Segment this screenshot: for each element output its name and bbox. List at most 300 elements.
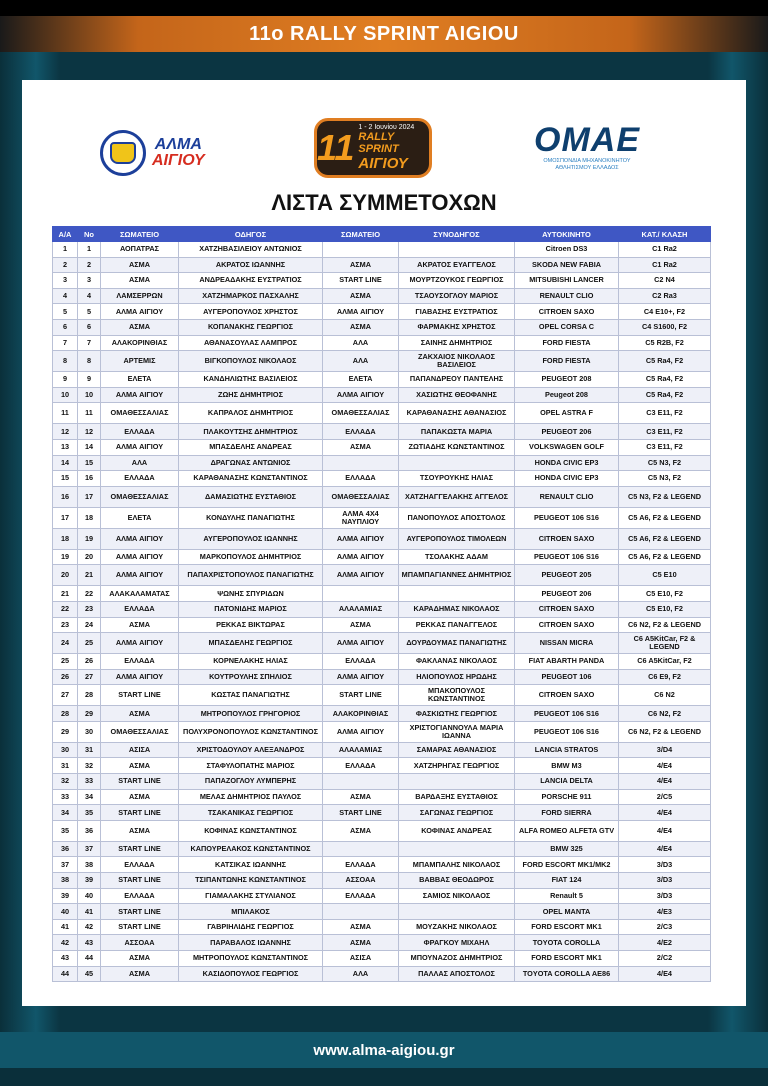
table-cell: FORD ESCORT MK1/MK2 <box>515 857 619 873</box>
table-cell: ΑΣΜΑ <box>101 706 179 722</box>
table-row <box>53 319 711 335</box>
table-cell: 4/E2 <box>619 935 711 951</box>
table-cell: ΜΠΑΣΔΕΛΗΣ ΓΕΩΡΓΙΟΣ <box>179 633 323 654</box>
table-cell: C6 N2 <box>619 685 711 706</box>
table-cell: ΠΟΛΥΧΡΟΝΟΠΟΥΛΟΣ ΚΩΝΣΤΑΝΤΙΝΟΣ <box>179 721 323 742</box>
table-cell: 14 <box>78 439 101 455</box>
table-row <box>53 654 711 670</box>
table-cell: ΕΛΛΑΔΑ <box>101 888 179 904</box>
table-cell: 5 <box>53 304 78 320</box>
table-cell: 34 <box>78 789 101 805</box>
table-cell: START LINE <box>323 273 399 289</box>
table-cell: 18 <box>53 528 78 549</box>
table-cell: ΚΟΡΝΕΛΑΚΗΣ ΗΛΙΑΣ <box>179 654 323 670</box>
table-cell: ΓΙΑΒΑΣΗΣ ΕΥΣΤΡΑΤΙΟΣ <box>399 304 515 320</box>
table-cell: ΕΛΛΑΔΑ <box>323 888 399 904</box>
table-row <box>53 455 711 471</box>
table-cell: ΜΠΑΚΟΠΟΥΛΟΣ ΚΩΝΣΤΑΝΤΙΝΟΣ <box>399 685 515 706</box>
table-cell: ΔΑΜΑΣΙΩΤΗΣ ΕΥΣΤΑΘΙΟΣ <box>179 486 323 507</box>
table-cell: CITROEN SAXO <box>515 617 619 633</box>
table-cell: 2/C5 <box>619 789 711 805</box>
table-cell: ΑΣΙΣΑ <box>101 742 179 758</box>
table-cell: ΡΕΚΚΑΣ ΒΙΚΤΩΡΑΣ <box>179 617 323 633</box>
table-cell: 38 <box>53 873 78 889</box>
table-cell: C5 A6, F2 & LEGEND <box>619 528 711 549</box>
table-row <box>53 706 711 722</box>
table-cell: 40 <box>53 904 78 920</box>
table-cell: ΧΡΙΣΤΟΓΙΑΝΝΟΥΛΑ ΜΑΡΙΑ ΙΩΑΝΝΑ <box>399 721 515 742</box>
table-cell: 4 <box>53 288 78 304</box>
table-cell: C6 E9, F2 <box>619 669 711 685</box>
table-cell: ΛΑΜΣΕΡΡΩΝ <box>101 288 179 304</box>
table-row <box>53 904 711 920</box>
table-cell: NISSAN MICRA <box>515 633 619 654</box>
table-cell: Renault 5 <box>515 888 619 904</box>
table-cell: ΠΑΝΟΠΟΥΛΟΣ ΑΠΟΣΤΟΛΟΣ <box>399 507 515 528</box>
table-cell: ΜΟΥΡΤΖΟΥΚΟΣ ΓΕΩΡΓΙΟΣ <box>399 273 515 289</box>
table-cell: 12 <box>53 424 78 440</box>
table-cell: 21 <box>78 565 101 586</box>
rally-number: 11 <box>317 127 355 168</box>
table-cell: ΑΛΑΛΑΜΙΑΣ <box>323 742 399 758</box>
table-cell: TOYOTA COROLLA AE86 <box>515 966 619 982</box>
table-cell: 18 <box>78 507 101 528</box>
table-cell: ΤΣΟΛΑΚΗΣ ΑΔΑΜ <box>399 549 515 565</box>
table-cell: C4 E10+, F2 <box>619 304 711 320</box>
table-cell: ΠΑΤΟΝΙΔΗΣ ΜΑΡΙΟΣ <box>179 601 323 617</box>
table-cell: 22 <box>78 586 101 602</box>
table-cell: ΦΑΡΜΑΚΗΣ ΧΡΗΣΤΟΣ <box>399 319 515 335</box>
table-cell: 37 <box>78 841 101 857</box>
table-cell: 41 <box>53 919 78 935</box>
omae-subtitle: ΟΜΟΣΠΟΝΔΙΑ ΜΗΧΑΝΟΚΙΝΗΤΟΥ ΑΘΛΗΤΙΣΜΟΥ ΕΛΛΑΔΟΣ <box>543 158 631 171</box>
table-cell: PORSCHE 911 <box>515 789 619 805</box>
table-cell: ΤΣΑΟΥΣΟΓΛΟΥ ΜΑΡΙΟΣ <box>399 288 515 304</box>
table-cell: 11 <box>53 403 78 424</box>
table-cell: 2/C2 <box>619 951 711 967</box>
table-cell: ΑΣΜΑ <box>101 758 179 774</box>
table-row <box>53 565 711 586</box>
table-cell: ΓΙΑΜΑΛΑΚΗΣ ΣΤΥΛΙΑΝΟΣ <box>179 888 323 904</box>
table-cell: 44 <box>53 966 78 982</box>
table-cell: 17 <box>78 486 101 507</box>
table-cell: ΧΡΙΣΤΟΔΟΥΛΟΥ ΑΛΕΞΑΝΔΡΟΣ <box>179 742 323 758</box>
column-header: ΣΩΜΑΤΕΙΟ <box>101 227 179 242</box>
table-cell: 32 <box>53 774 78 790</box>
table-cell: 34 <box>53 805 78 821</box>
table-cell: ΧΑΤΖΗΑΓΓΕΛΑΚΗΣ ΑΓΓΕΛΟΣ <box>399 486 515 507</box>
table-cell: ΑΣΜΑ <box>101 617 179 633</box>
table-row <box>53 966 711 982</box>
column-header: Α/Α <box>53 227 78 242</box>
table-cell: ΕΛΛΑΔΑ <box>323 857 399 873</box>
table-cell: ΓΑΒΡΙΗΛΙΔΗΣ ΓΕΩΡΓΙΟΣ <box>179 919 323 935</box>
table-cell: 41 <box>78 904 101 920</box>
table-cell <box>399 242 515 258</box>
table-cell: ΟΜΑΘΕΣΣΑΛΙΑΣ <box>323 486 399 507</box>
column-header: ΚΑΤ./ ΚΛΑΣΗ <box>619 227 711 242</box>
table-cell: ΣΑΜΙΟΣ ΝΙΚΟΛΑΟΣ <box>399 888 515 904</box>
table-cell: LANCIA DELTA <box>515 774 619 790</box>
table-row <box>53 273 711 289</box>
table-cell: C6 N2, F2 & LEGEND <box>619 617 711 633</box>
table-cell: OPEL ASTRA F <box>515 403 619 424</box>
table-cell: C6 A5KitCar, F2 <box>619 654 711 670</box>
table-cell: C6 N2, F2 <box>619 706 711 722</box>
table-cell: PEUGEOT 106 S16 <box>515 706 619 722</box>
alma-aigiou-logo <box>100 128 240 178</box>
table-cell: START LINE <box>101 841 179 857</box>
table-cell: 28 <box>53 706 78 722</box>
table-cell: ΑΣΜΑ <box>323 919 399 935</box>
table-cell: PEUGEOT 106 <box>515 669 619 685</box>
alma-logo-line2: ΑΙΓΙΟΥ <box>152 152 205 169</box>
table-cell: 43 <box>78 935 101 951</box>
table-cell: ΑΛΑ <box>101 455 179 471</box>
table-cell: 2 <box>53 257 78 273</box>
table-cell <box>323 242 399 258</box>
table-cell: ΕΛΛΑΔΑ <box>101 654 179 670</box>
table-cell: 31 <box>53 758 78 774</box>
table-cell: 7 <box>78 335 101 351</box>
table-cell: 40 <box>78 888 101 904</box>
table-cell: 6 <box>53 319 78 335</box>
table-cell: ΑΣΜΑ <box>323 617 399 633</box>
table-cell: ΕΛΛΑΔΑ <box>323 654 399 670</box>
table-cell: 20 <box>78 549 101 565</box>
table-cell: FIAT 124 <box>515 873 619 889</box>
table-row <box>53 351 711 372</box>
table-cell: 8 <box>78 351 101 372</box>
table-cell: ΗΛΙΟΠΟΥΛΟΣ ΗΡΩΔΗΣ <box>399 669 515 685</box>
table-row <box>53 685 711 706</box>
table-cell: ΒΙΓΚΟΠΟΥΛΟΣ ΝΙΚΟΛΑΟΣ <box>179 351 323 372</box>
table-cell: 24 <box>78 617 101 633</box>
table-row <box>53 335 711 351</box>
table-cell: 37 <box>53 857 78 873</box>
table-cell: ΖΩΤΙΑΔΗΣ ΚΩΝΣΤΑΝΤΙΝΟΣ <box>399 439 515 455</box>
table-cell: C5 E10, F2 <box>619 586 711 602</box>
table-row <box>53 257 711 273</box>
table-row <box>53 439 711 455</box>
omae-word: OMAE <box>534 121 640 159</box>
table-cell: ΠΑΡΑΒΑΛΟΣ ΙΩΑΝΝΗΣ <box>179 935 323 951</box>
rally-line2: ΑΙΓΙΟΥ <box>358 155 408 172</box>
table-cell: ΑΣΜΑ <box>323 319 399 335</box>
table-cell: ΚΑΡΑΘΑΝΑΣΗΣ ΑΘΑΝΑΣΙΟΣ <box>399 403 515 424</box>
table-cell: ΟΜΑΘΕΣΣΑΛΙΑΣ <box>323 403 399 424</box>
table-cell: ΑΛΜΑ ΑΙΓΙΟΥ <box>323 565 399 586</box>
table-row <box>53 424 711 440</box>
table-cell: CITROEN SAXO <box>515 685 619 706</box>
table-cell: ΚΑΝΔΗΛΙΩΤΗΣ ΒΑΣΙΛΕΙΟΣ <box>179 372 323 388</box>
bottom-strip <box>0 1068 768 1086</box>
table-cell: ΑΛΜΑ ΑΙΓΙΟΥ <box>101 549 179 565</box>
table-cell: BMW M3 <box>515 758 619 774</box>
table-cell: 35 <box>78 805 101 821</box>
table-cell <box>323 455 399 471</box>
table-cell: 4/E4 <box>619 966 711 982</box>
table-cell: ΑΥΓΕΡΟΠΟΥΛΟΣ ΤΙΜΟΛΕΩΝ <box>399 528 515 549</box>
table-cell: 12 <box>78 424 101 440</box>
table-cell: ΚΟΥΤΡΟΥΛΗΣ ΣΠΗΛΙΟΣ <box>179 669 323 685</box>
table-cell: ΣΑΓΩΝΑΣ ΓΕΩΡΓΙΟΣ <box>399 805 515 821</box>
table-cell: 11 <box>78 403 101 424</box>
table-cell: 26 <box>78 654 101 670</box>
table-cell: ΖΑΚΧΑΙΟΣ ΝΙΚΟΛΑΟΣ ΒΑΣΙΛΕΙΟΣ <box>399 351 515 372</box>
table-cell: HONDA CIVIC EP3 <box>515 455 619 471</box>
alma-seal-icon <box>100 130 146 176</box>
table-cell: ΚΑΣΙΔΟΠΟΥΛΟΣ ΓΕΩΡΓΙΟΣ <box>179 966 323 982</box>
table-cell <box>323 841 399 857</box>
table-cell <box>399 774 515 790</box>
table-row <box>53 919 711 935</box>
table-cell: ΕΛΛΑΔΑ <box>101 471 179 487</box>
table-cell: ΣΤΑΦΥΛΟΠΑΤΗΣ ΜΑΡΙΟΣ <box>179 758 323 774</box>
table-row <box>53 242 711 258</box>
table-row <box>53 841 711 857</box>
table-cell: 9 <box>53 372 78 388</box>
table-cell: 5 <box>78 304 101 320</box>
table-cell: ΧΑΣΙΩΤΗΣ ΘΕΟΦΑΝΗΣ <box>399 387 515 403</box>
table-row <box>53 601 711 617</box>
table-cell: C6 A5KitCar, F2 & LEGEND <box>619 633 711 654</box>
table-row <box>53 617 711 633</box>
table-cell: ΑΣΜΑ <box>101 789 179 805</box>
table-cell: ΑΛΜΑ ΑΙΓΙΟΥ <box>323 549 399 565</box>
table-cell: ΑΚΡΑΤΟΣ ΙΩΑΝΝΗΣ <box>179 257 323 273</box>
table-cell: C5 Ra4, F2 <box>619 387 711 403</box>
table-cell: ΚΑΤΣΙΚΑΣ ΙΩΑΝΝΗΣ <box>179 857 323 873</box>
table-cell: ΟΜΑΘΕΣΣΑΛΙΑΣ <box>101 721 179 742</box>
table-cell: ΕΛΛΑΔΑ <box>101 424 179 440</box>
table-cell: ΑΣΜΑ <box>101 273 179 289</box>
table-cell: PEUGEOT 106 S16 <box>515 721 619 742</box>
table-cell: ΑΛΜΑ 4X4 ΝΑΥΠΛΙΟΥ <box>323 507 399 528</box>
table-cell: HONDA CIVIC EP3 <box>515 471 619 487</box>
table-cell: ΑΛΜΑ ΑΙΓΙΟΥ <box>323 669 399 685</box>
table-cell: ΑΣΜΑ <box>101 319 179 335</box>
table-cell: ΚΟΠΑΝΑΚΗΣ ΓΕΩΡΓΙΟΣ <box>179 319 323 335</box>
table-cell: FORD SIERRA <box>515 805 619 821</box>
table-cell: 36 <box>53 841 78 857</box>
table-cell: 4/E4 <box>619 805 711 821</box>
table-cell: TOYOTA COROLLA <box>515 935 619 951</box>
table-cell: ΑΣΜΑ <box>323 935 399 951</box>
table-cell: ΤΣΙΠΑΝΤΩΝΗΣ ΚΩΝΣΤΑΝΤΙΝΟΣ <box>179 873 323 889</box>
table-cell: 25 <box>53 654 78 670</box>
table-row <box>53 549 711 565</box>
table-cell: ΕΛΕΤΑ <box>323 372 399 388</box>
table-cell: FIAT ABARTH PANDA <box>515 654 619 670</box>
table-cell: 19 <box>78 528 101 549</box>
table-row <box>53 774 711 790</box>
table-cell: 39 <box>78 873 101 889</box>
list-title: ΛΙΣΤΑ ΣΥΜΜΕΤΟΧΩΝ <box>271 190 497 215</box>
table-cell: ΟΜΑΘΕΣΣΑΛΙΑΣ <box>101 403 179 424</box>
table-row <box>53 528 711 549</box>
website-link[interactable]: www.alma-aigiou.gr <box>313 1041 455 1059</box>
table-row <box>53 721 711 742</box>
column-header: ΣΥΝΟΔΗΓΟΣ <box>399 227 515 242</box>
table-cell: ΑΣΜΑ <box>101 820 179 841</box>
table-cell: PEUGEOT 106 S16 <box>515 549 619 565</box>
table-cell: ΑΛΑΛΑΜΙΑΣ <box>323 601 399 617</box>
table-cell: C2 N4 <box>619 273 711 289</box>
table-cell: ΜΟΥΖΑΚΗΣ ΝΙΚΟΛΑΟΣ <box>399 919 515 935</box>
table-cell: 27 <box>78 669 101 685</box>
table-row <box>53 633 711 654</box>
table-cell: ΣΑΙΝΗΣ ΔΗΜΗΤΡΙΟΣ <box>399 335 515 351</box>
table-cell: PEUGEOT 206 <box>515 586 619 602</box>
table-cell: 31 <box>78 742 101 758</box>
table-cell: ΑΟΠΑΤΡΑΣ <box>101 242 179 258</box>
table-cell: ΑΛΑ <box>323 335 399 351</box>
table-cell: ΑΛΑΚΑΛΑΜΑΤΑΣ <box>101 586 179 602</box>
table-cell: MITSUBISHI LANCER <box>515 273 619 289</box>
table-cell: 13 <box>53 439 78 455</box>
table-cell: ΠΑΠΑΚΩΣΤΑ ΜΑΡΙΑ <box>399 424 515 440</box>
table-cell: ΜΠΑΜΠΑΛΗΣ ΝΙΚΟΛΑΟΣ <box>399 857 515 873</box>
table-cell: 6 <box>78 319 101 335</box>
table-cell: Peugeot 208 <box>515 387 619 403</box>
table-cell: ΜΠΑΣΔΕΛΗΣ ΑΝΔΡΕΑΣ <box>179 439 323 455</box>
table-cell: ΧΑΤΖΗΜΑΡΚΟΣ ΠΑΣΧΑΛΗΣ <box>179 288 323 304</box>
table-row <box>53 403 711 424</box>
table-row <box>53 857 711 873</box>
table-cell: ΑΣΜΑ <box>323 288 399 304</box>
table-cell: 24 <box>53 633 78 654</box>
table-cell: ΤΣΟΥΡΟΥΚΗΣ ΗΛΙΑΣ <box>399 471 515 487</box>
column-header: Νο <box>78 227 101 242</box>
table-cell: ΑΛΜΑ ΑΙΓΙΟΥ <box>323 633 399 654</box>
table-cell: 14 <box>53 455 78 471</box>
table-cell: C2 Ra3 <box>619 288 711 304</box>
table-cell: 16 <box>53 486 78 507</box>
table-row <box>53 486 711 507</box>
entry-list-table <box>52 226 711 982</box>
table-cell: ΑΛΜΑ ΑΙΓΙΟΥ <box>323 721 399 742</box>
table-cell: ΕΛΛΑΔΑ <box>101 857 179 873</box>
table-cell: 8 <box>53 351 78 372</box>
table-cell: 42 <box>78 919 101 935</box>
table-cell: PEUGEOT 205 <box>515 565 619 586</box>
logos-row <box>22 118 746 188</box>
table-cell: FORD FIESTA <box>515 351 619 372</box>
table-cell: FORD FIESTA <box>515 335 619 351</box>
table-cell: PEUGEOT 106 S16 <box>515 507 619 528</box>
table-cell: ΒΑΡΔΑΞΗΣ ΕΥΣΤΑΘΙΟΣ <box>399 789 515 805</box>
table-cell: 33 <box>78 774 101 790</box>
table-cell: ΠΛΑΚΟΥΤΣΗΣ ΔΗΜΗΤΡΙΟΣ <box>179 424 323 440</box>
table-cell <box>399 586 515 602</box>
table-cell: 42 <box>53 935 78 951</box>
table-cell: ΠΑΛΛΑΣ ΑΠΟΣΤΟΛΟΣ <box>399 966 515 982</box>
table-cell: 45 <box>78 966 101 982</box>
table-cell: 4/E3 <box>619 904 711 920</box>
table-cell: RENAULT CLIO <box>515 486 619 507</box>
table-header-row <box>53 227 711 242</box>
table-cell: C1 Ra2 <box>619 242 711 258</box>
table-cell: 23 <box>78 601 101 617</box>
table-cell: ΚΟΝΔΥΛΗΣ ΠΑΝΑΓΙΩΤΗΣ <box>179 507 323 528</box>
page-title: 11o RALLY SPRINT AIGIOU <box>249 22 519 45</box>
table-cell: ΖΩΗΣ ΔΗΜΗΤΡΙΟΣ <box>179 387 323 403</box>
table-row <box>53 387 711 403</box>
table-cell: ΑΘΑΝΑΣΟΥΛΑΣ ΛΑΜΠΡΟΣ <box>179 335 323 351</box>
table-cell: ΑΥΓΕΡΟΠΟΥΛΟΣ ΧΡΗΣΤΟΣ <box>179 304 323 320</box>
table-cell: ΑΣΜΑ <box>101 951 179 967</box>
table-cell: 17 <box>53 507 78 528</box>
table-cell: 4/E4 <box>619 774 711 790</box>
table-cell: ΕΛΕΤΑ <box>101 372 179 388</box>
table-cell: Citroen DS3 <box>515 242 619 258</box>
table-row <box>53 820 711 841</box>
entry-list-card <box>22 80 746 1006</box>
table-cell: ΑΣΜΑ <box>323 439 399 455</box>
table-cell: ΟΜΑΘΕΣΣΑΛΙΑΣ <box>101 486 179 507</box>
table-row <box>53 789 711 805</box>
table-cell: ΑΛΜΑ ΑΙΓΙΟΥ <box>323 387 399 403</box>
table-cell: ΑΛΑ <box>323 351 399 372</box>
table-row <box>53 935 711 951</box>
table-cell <box>323 586 399 602</box>
table-cell: ΕΛΛΑΔΑ <box>323 471 399 487</box>
table-cell: CITROEN SAXO <box>515 601 619 617</box>
table-cell: ΒΑΒΒΑΣ ΘΕΟΔΩΡΟΣ <box>399 873 515 889</box>
table-cell: OPEL CORSA C <box>515 319 619 335</box>
table-cell: START LINE <box>323 685 399 706</box>
table-cell: ΑΛΑΚΟΡΙΝΘΙΑΣ <box>101 335 179 351</box>
table-cell: 4 <box>78 288 101 304</box>
table-row <box>53 288 711 304</box>
table-cell: ALFA ROMEO ALFETA GTV <box>515 820 619 841</box>
table-cell: ΜΠΟΥΝΑΖΟΣ ΔΗΜΗΤΡΙΟΣ <box>399 951 515 967</box>
table-cell: ΜΗΤΡΟΠΟΥΛΟΣ ΚΩΝΣΤΑΝΤΙΝΟΣ <box>179 951 323 967</box>
table-cell: FORD ESCORT MK1 <box>515 919 619 935</box>
table-cell: 25 <box>78 633 101 654</box>
table-cell: 2 <box>78 257 101 273</box>
table-cell: ΡΕΚΚΑΣ ΠΑΝΑΓΓΕΛΟΣ <box>399 617 515 633</box>
table-cell: ΚΩΣΤΑΣ ΠΑΝΑΓΙΩΤΗΣ <box>179 685 323 706</box>
table-cell: START LINE <box>323 805 399 821</box>
table-cell: 22 <box>53 601 78 617</box>
table-cell: ΑΣΜΑ <box>101 257 179 273</box>
table-cell: 35 <box>53 820 78 841</box>
table-cell: 29 <box>78 706 101 722</box>
table-cell: 39 <box>53 888 78 904</box>
table-body <box>53 242 711 982</box>
table-cell: ΜΑΡΚΟΠΟΥΛΟΣ ΔΗΜΗΤΡΙΟΣ <box>179 549 323 565</box>
table-cell: C5 A6, F2 & LEGEND <box>619 507 711 528</box>
table-cell: 4/E4 <box>619 758 711 774</box>
table-cell: PEUGEOT 206 <box>515 424 619 440</box>
table-cell: 2/C3 <box>619 919 711 935</box>
table-cell: ΑΛΜΑ ΑΙΓΙΟΥ <box>323 304 399 320</box>
table-cell: 30 <box>78 721 101 742</box>
table-cell: 27 <box>53 685 78 706</box>
table-cell: C5 Ra4, F2 <box>619 351 711 372</box>
table-cell: C3 E11, F2 <box>619 403 711 424</box>
table-cell: ΑΛΑ <box>323 966 399 982</box>
table-row <box>53 304 711 320</box>
table-cell: START LINE <box>101 919 179 935</box>
table-cell: ΑΣΜΑ <box>323 257 399 273</box>
table-cell: ΑΛΜΑ ΑΙΓΙΟΥ <box>101 633 179 654</box>
table-row <box>53 873 711 889</box>
table-cell: OPEL MANTA <box>515 904 619 920</box>
rally-line1: RALLY SPRINT <box>358 131 399 155</box>
